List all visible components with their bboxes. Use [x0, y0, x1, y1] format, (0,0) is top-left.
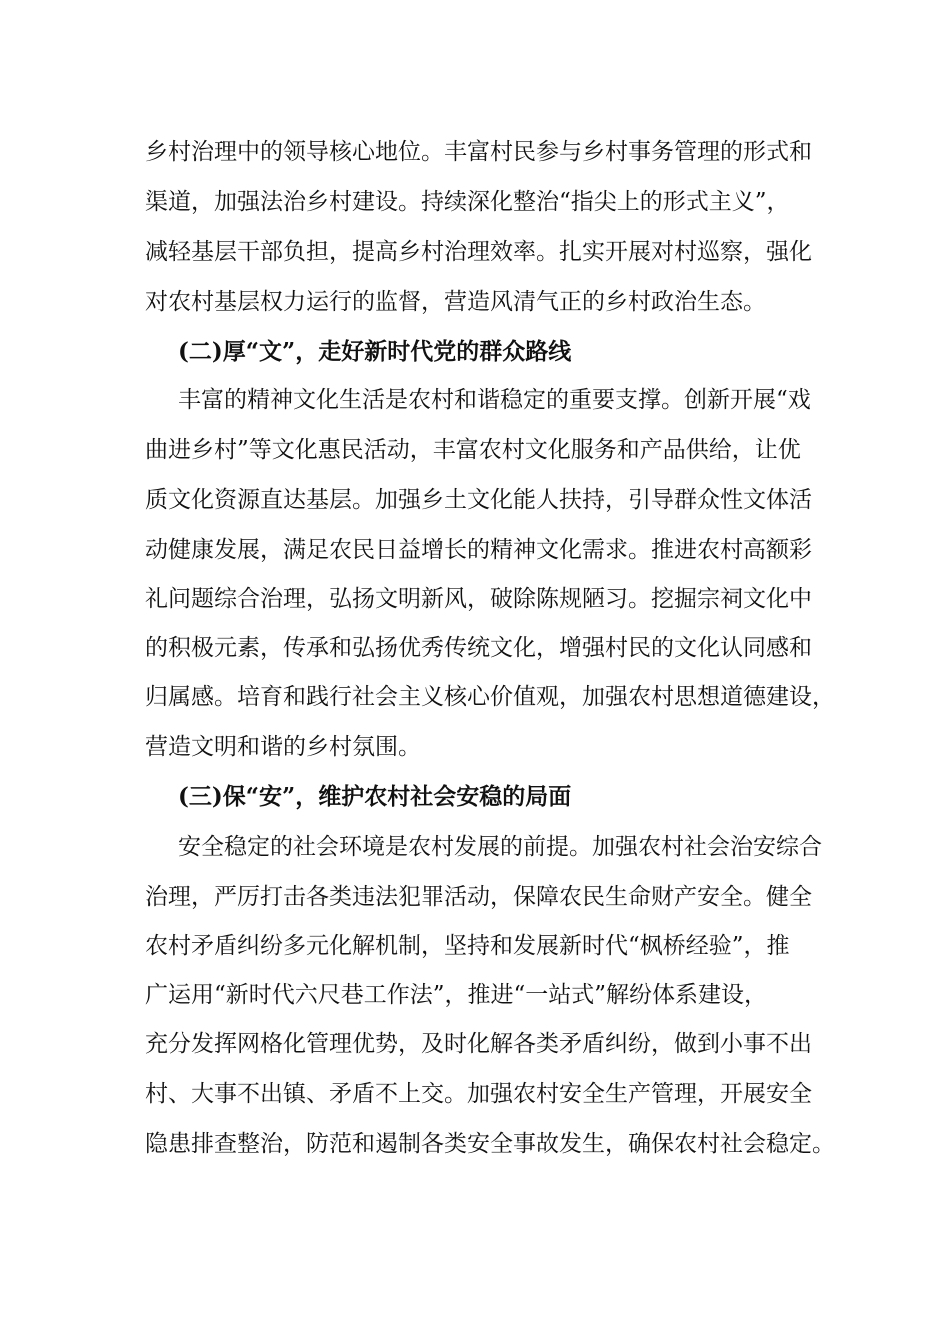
paragraph-line: 丰富的精神文化生活是农村和谐稳定的重要支撑。创新开展“戏 — [178, 387, 811, 413]
paragraph-line: 礼问题综合治理，弘扬文明新风，破除陈规陋习。挖掘宗祠文化中 — [145, 586, 812, 612]
paragraph-line: 乡村治理中的领导核心地位。丰富村民参与乡村事务管理的形式和 — [145, 139, 812, 165]
paragraph-line: 质文化资源直达基层。加强乡土文化能人扶持，引导群众性文体活 — [145, 487, 812, 513]
paragraph-line: 曲进乡村”等文化惠民活动，丰富农村文化服务和产品供给，让优 — [145, 437, 801, 463]
paragraph-line: 隐患排查整治，防范和遏制各类安全事故发生，确保农村社会稳定。 — [145, 1131, 835, 1157]
paragraph-line: 的积极元素，传承和弘扬优秀传统文化，增强村民的文化认同感和 — [145, 635, 812, 661]
paragraph-line: 治理，严厉打击各类违法犯罪活动，保障农民生命财产安全。健全 — [145, 884, 812, 910]
section-heading: (二)厚“文”，走好新时代党的群众路线 — [178, 338, 572, 365]
paragraph-line: 对农村基层权力运行的监督，营造风清气正的乡村政治生态。 — [145, 289, 766, 315]
paragraph-line: 安全稳定的社会环境是农村发展的前提。加强农村社会治安综合 — [178, 834, 822, 860]
paragraph-line: 渠道，加强法治乡村建设。持续深化整治“指尖上的形式主义”， — [145, 189, 790, 215]
paragraph-line: 归属感。培育和践行社会主义核心价值观，加强农村思想道德建设， — [145, 684, 835, 710]
section-heading: (三)保“安”，维护农村社会安稳的局面 — [178, 783, 572, 810]
paragraph-line: 减轻基层干部负担，提高乡村治理效率。扎实开展对村巡察，强化 — [145, 239, 812, 265]
paragraph-line: 广运用“新时代六尺巷工作法”，推进“一站式”解纷体系建设， — [145, 982, 768, 1008]
paragraph-line: 村、大事不出镇、矛盾不上交。加强农村安全生产管理，开展安全 — [145, 1081, 812, 1107]
paragraph-line: 充分发挥网格化管理优势，及时化解各类矛盾纠纷，做到小事不出 — [145, 1031, 812, 1057]
paragraph-line: 营造文明和谐的乡村氛围。 — [145, 734, 421, 760]
paragraph-line: 动健康发展，满足农民日益增长的精神文化需求。推进农村高额彩 — [145, 537, 812, 563]
paragraph-line: 农村矛盾纠纷多元化解机制，坚持和发展新时代“枫桥经验”，推 — [145, 933, 790, 959]
